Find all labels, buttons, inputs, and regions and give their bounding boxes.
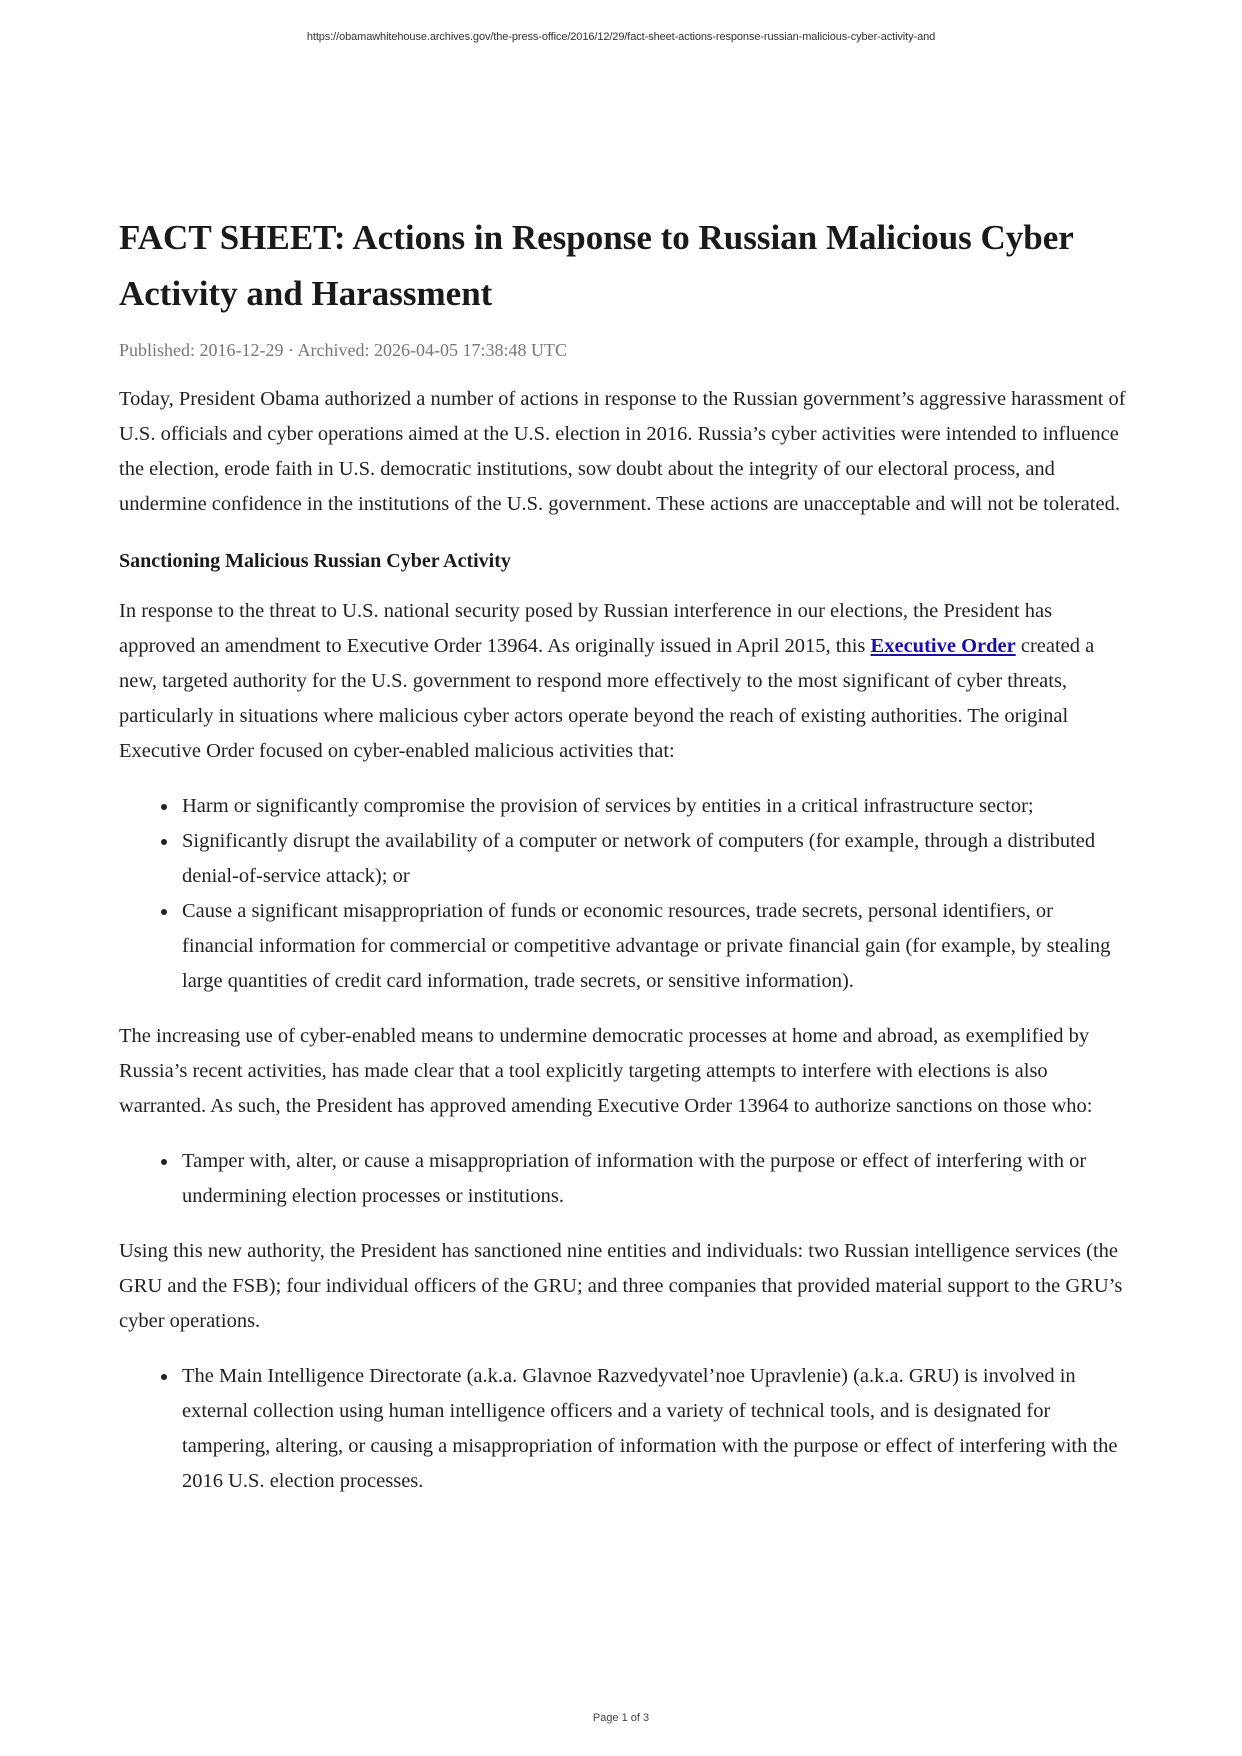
list-item: Cause a significant misappropriation of funds or economic resources, trade secrets, personal identifiers, or financial information for commercial or competitive advantage or private financial gain (for example, by stealing large quantities of credit card information, trade secrets, or sensitive information). <box>182 894 1129 999</box>
list-item: The Main Intelligence Directorate (a.k.a. Glavnoe Razvedyvatel’noe Upravlenie) (a.k.a. GRU) is involved in external collection using human intelligence officers and a variety of technical tools, and is designated for tampering, altering, or causing a misappropriation of information with the purpose or effect of interfering with the 2016 U.S. election processes. <box>182 1359 1129 1499</box>
source-url: https://obamawhitehouse.archives.gov/the-press-office/2016/12/29/fact-sheet-actions-response-russian-malicious-cyber-activity-and <box>306 31 936 43</box>
executive-order-link[interactable]: Executive Order <box>870 635 1016 657</box>
list-item: Significantly disrupt the availability of a computer or network of computers (for example, through a distributed denial-of-service attack); or <box>182 824 1129 894</box>
list-item: Harm or significantly compromise the provision of services by entities in a critical infrastructure sector; <box>182 789 1129 824</box>
eo-paragraph-text-1: In response to the threat to U.S. national security posed by Russian interference in our elections, the President has approved an amendment to Executive Order 13964. As originally issued in April 2015, this <box>119 600 1053 657</box>
page-title: FACT SHEET: Actions in Response to Russian Malicious Cyber Activity and Harassment <box>119 218 1074 313</box>
list-item: Tamper with, alter, or cause a misappropriation of information with the purpose or effect of interfering with or undermining election processes or institutions. <box>182 1144 1129 1214</box>
page-number: Page 1 of 3 <box>592 1712 650 1724</box>
amendment-list <box>119 1144 1129 1214</box>
sanctioned-entities-list <box>119 1359 1129 1499</box>
article <box>119 210 1129 1499</box>
eo-paragraph <box>119 594 1129 769</box>
amendment-paragraph: The increasing use of cyber-enabled means to undermine democratic processes at home and abroad, as exemplified by Russia’s recent activities, has made clear that a tool explicitly targeting attempts to interfere with elections is also warranted. As such, the President has approved amending Executive Order 13964 to authorize sanctions on those who: <box>119 1025 1093 1117</box>
section-heading: Sanctioning Malicious Russian Cyber Activity <box>119 550 511 572</box>
original-activities-list <box>119 789 1129 999</box>
intro-paragraph: Today, President Obama authorized a number of actions in response to the Russian government’s aggressive harassment of U.S. officials and cyber operations aimed at the U.S. election in 2016. Russia’s cyber activities were intended to influence the election, erode faith in U.S. democratic institutions, sow doubt about the integrity of our electoral process, and undermine confidence in the institutions of the U.S. government. These actions are unacceptable and will not be tolerated. <box>119 388 1126 515</box>
eo-paragraph-text-2: created a new, targeted authority for the U.S. government to respond more effectively to the most significant of cyber threats, particularly in situations where malicious cyber actors operate beyond the reach of existing authorities. The original Executive Order focused on cyber-enabled malicious activities that: <box>119 635 1095 762</box>
publish-meta: Published: 2016-12-29 · Archived: 2026-04-05 17:38:48 UTC <box>119 340 567 360</box>
sanctions-paragraph: Using this new authority, the President has sanctioned nine entities and individuals: two Russian intelligence services (the GRU and the FSB); four individual officers of the GRU; and three companies that provided material support to the GRU’s cyber operations. <box>119 1240 1123 1332</box>
